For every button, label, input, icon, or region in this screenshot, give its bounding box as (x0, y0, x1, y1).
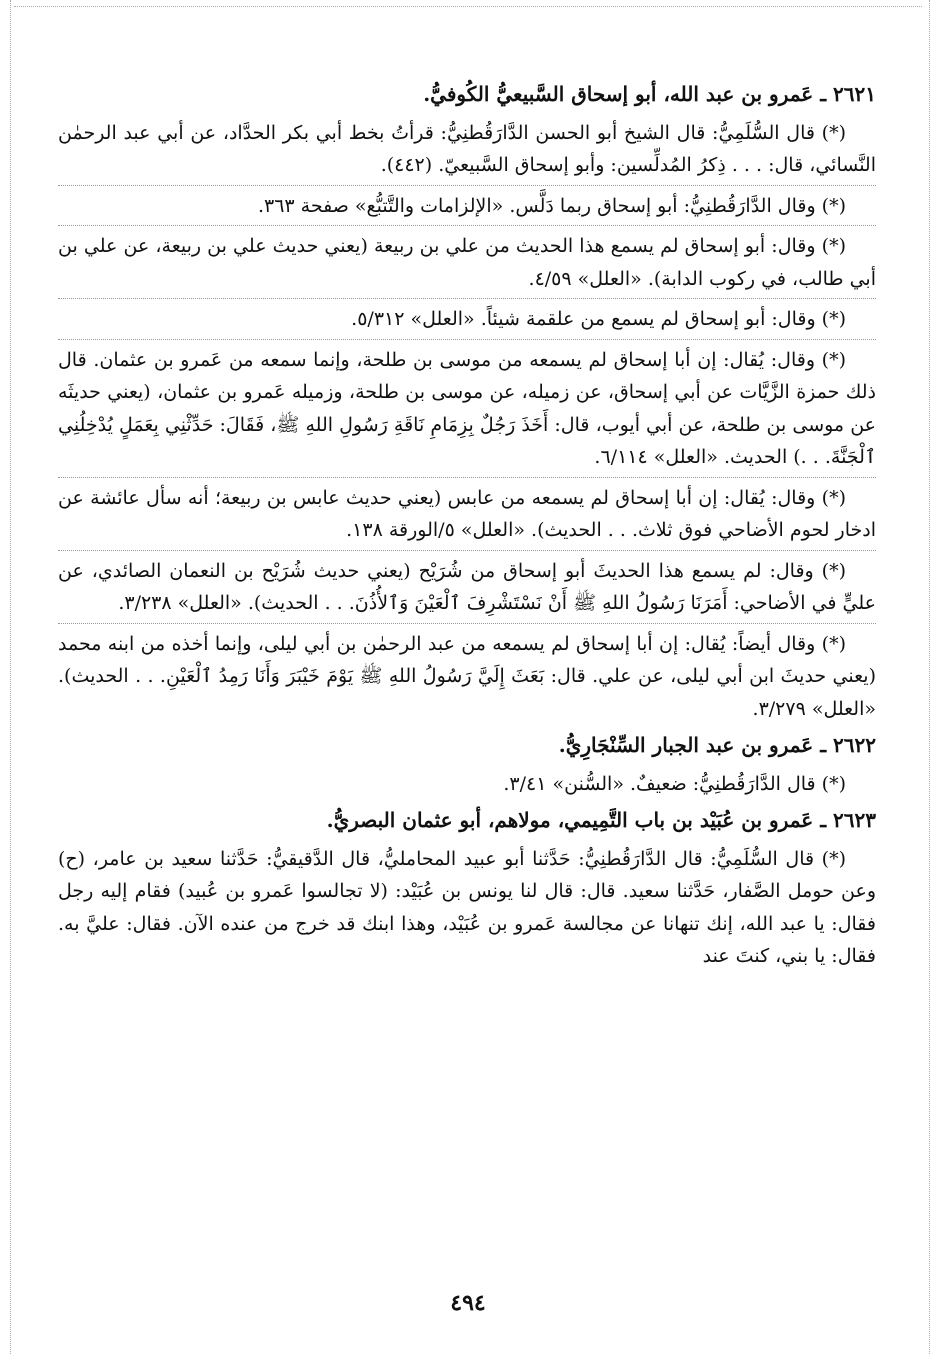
left-dotted-border (10, 0, 11, 1354)
entry-heading: ٢٦٢٣ ـ عَمرو بن عُبَيْد بن باب التَّمِيمي، مولاهم، أبو عثمان البصريُّ. (326, 808, 876, 832)
page-body (58, 74, 876, 976)
paragraph: (*) قال السُّلَمِيُّ: قال الشيخ أبو الحسن الدَّارَقُطنِيُّ: قرأتُ بخط أبي بكر الحدَّاد، عن أبي عبد الرحمٰن النَّسائي، قال: . . . ذِكرُ المُدلِّسين: وأبو إسحاق السَّبيعيّ. (٤٤٢). (58, 121, 876, 176)
right-dotted-border (929, 0, 930, 1354)
entry-2622 (58, 729, 876, 800)
paragraph: (*) وقال أيضاً: يُقال: إن أبا إسحاق لم يسمعه من عبد الرحمٰن بن أبي ليلى، وإنما أخذه من ابنه محمد (يعني حديثَ ابن أبي ليلى، عن علي. قال: بَعَثَ إِلَيَّ رَسُولُ اللهِ ﷺ يَوْمَ خَيْبَرَ وَأَنَا رَمِدُ ٱلْعَيْنِ. . . الحديث). «العلل» ٣/٢٧٩. (58, 623, 876, 726)
paragraph: (*) قال الدَّارَقُطنِيُّ: ضعيفٌ. «السُّنن» ٣/٤١. (503, 772, 846, 795)
page-number: ٤٩٤ (450, 1290, 486, 1316)
entry-heading: ٢٦٢٢ ـ عَمرو بن عبد الجبار السِّنْجَارِيُّ. (558, 733, 876, 757)
entry-2621 (58, 78, 876, 725)
paragraph: (*) وقال: أبو إسحاق لم يسمع من علقمة شيئاً. «العلل» ٥/٣١٢. (58, 298, 876, 336)
entry-heading: ٢٦٢١ ـ عَمرو بن عبد الله، أبو إسحاق السَّبيعيُّ الكُوفيُّ. (423, 82, 876, 106)
paragraph: (*) وقال: يُقال: إن أبا إسحاق لم يسمعه من عابس (يعني حديث عابس بن ربيعة؛ أنه سأل عائشة عن ادخار لحوم الأضاحي فوق ثلاث. . . الحديث). «العلل» ٥/الورقة ١٣٨. (58, 477, 876, 547)
entry-2623 (58, 804, 876, 973)
paragraph: (*) وقال الدَّارَقُطنِيُّ: أبو إسحاق ربما دَلَّس. «الإلزامات والتَّتبُّع» صفحة ٣٦٣. (58, 185, 876, 223)
top-dotted-border (14, 6, 922, 7)
paragraph: (*) وقال: أبو إسحاق لم يسمع هذا الحديث من علي بن ربيعة (يعني حديث علي بن ربيعة، عن علي بن أبي طالب، في ركوب الدابة). «العلل» ٤/٥٩. (58, 225, 876, 295)
paragraph: (*) وقال: يُقال: إن أبا إسحاق لم يسمعه من موسى بن طلحة، وإنما سمعه من عَمرو بن عثمان. قال ذلك حمزة الزَّيَّات عن أبي إسحاق، عن زميله، عن موسى بن طلحة، وزميله عَمرو بن عثمان، (يعني حديثَه عن موسى بن طلحة، عن أبي أيوب، قال: أَخَذَ رَجُلٌ بِزِمَامِ نَاقَةِ رَسُولِ اللهِ ﷺ، فَقَالَ: حَدِّثْنِي بِعَمَلٍ يُدْخِلُنِي ٱلْجَنَّةَ. . .) الحديث. «العلل» ٦/١١٤. (58, 339, 876, 474)
paragraph: (*) وقال: لم يسمع هذا الحديثَ أبو إسحاق من شُرَيْح (يعني حديث شُرَيْح بن النعمان الصائدي، عن عليٍّ في الأضاحي: أَمَرَنَا رَسُولُ اللهِ ﷺ أَنْ نَسْتَشْرِفَ ٱلْعَيْنَ وَٱلأُذُنَ. . . الحديث). «العلل» ٣/٢٣٨. (58, 550, 876, 620)
paragraph: (*) قال السُّلَمِيُّ: قال الدَّارَقُطنِيُّ: حَدَّثنا أبو عبيد المحامليُّ، قال الدَّقيقيُّ: حَدَّثنا سعيد بن عامر، (ح) وعن حومل الصَّفار، حَدَّثنا سعيد. قال: قال لنا يونس بن عُبَيْد: (لا تجالسوا عَمرو بن عُبيد) فقام إليه رجل فقال: يا عبد الله، إنك تنهانا عن مجالسة عَمرو بن عُبَيْد، وهذا ابنك قد خرج من عنده الآن. فقال: عليَّ به. فقال: يا بني، كنتَ عند (58, 847, 876, 967)
